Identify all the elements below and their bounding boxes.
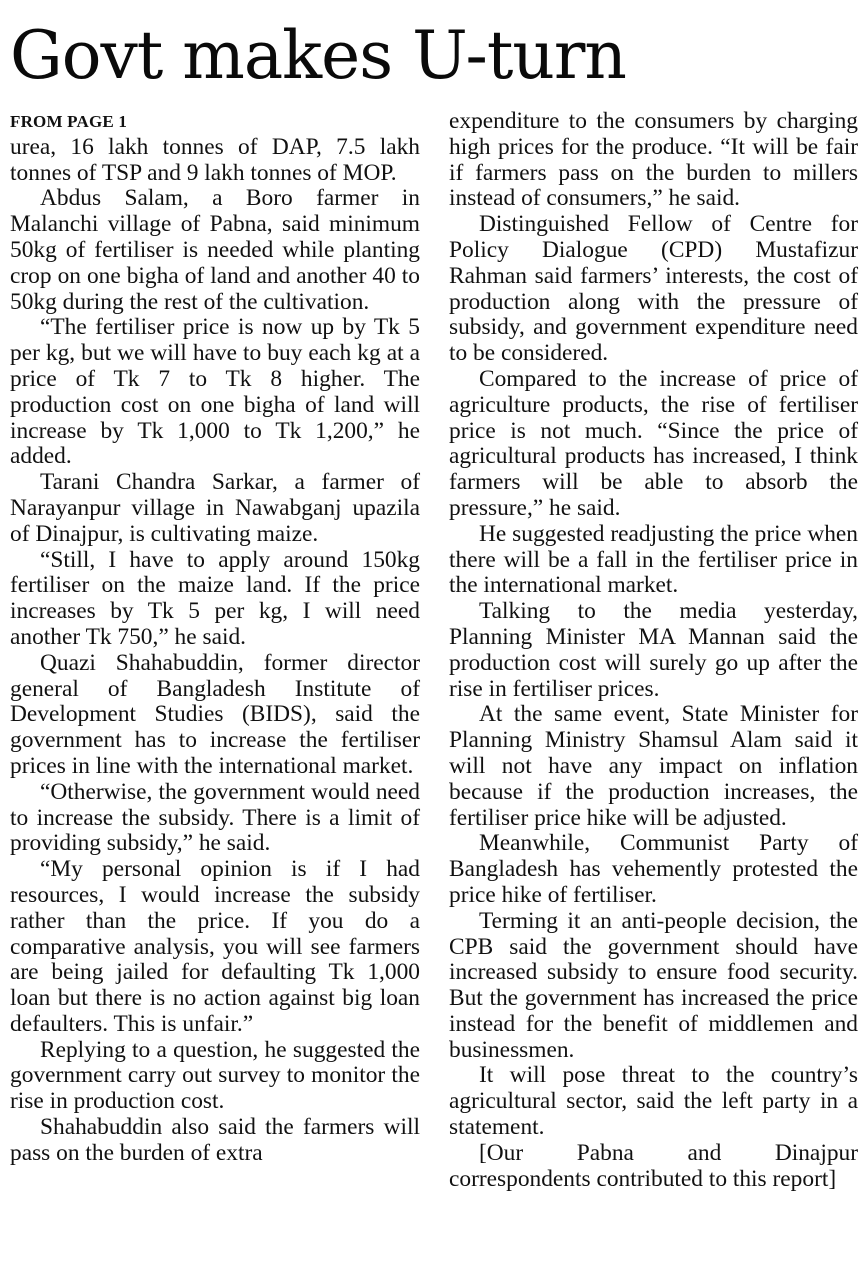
headline: Govt makes U-turn [10, 17, 626, 94]
paragraph: Abdus Salam, a Boro farmer in Malanchi village of Pabna, said minimum 50kg of fertiliser is needed while planting crop on one bigha of land and another 40 to 50kg during the rest of the cultivation. [10, 185, 420, 315]
paragraph: Terming it an anti-people decision, the CPB said the government should have increased subsidy to ensure food security. But the government has increased the price instead for the benefit of middlemen and businessmen. [449, 907, 858, 1063]
kicker-from-page: FROM PAGE 1 [10, 112, 128, 131]
paragraph: Compared to the increase of price of agriculture products, the rise of fertiliser price is not much. “Since the price of agricultural products has increased, I think farmers will be able to absorb the pressure,” he said. [449, 365, 858, 521]
paragraph: Replying to a question, he suggested the government carry out survey to monitor the rise in production cost. [10, 1036, 420, 1115]
paragraph: It will pose threat to the country’s agricultural sector, said the left party in a statement. [449, 1062, 858, 1141]
paragraph: expenditure to the consumers by charging high prices for the produce. “It will be fair if farmers pass on the burden to millers instead of consumers,” he said. [449, 108, 858, 212]
paragraph: “The fertiliser price is now up by Tk 5 per kg, but we will have to buy each kg at a price of Tk 7 to Tk 8 higher. The production cost on one bigha of land will increase by Tk 1,000 to Tk 1,200,” he added. [10, 314, 420, 470]
paragraph: “My personal opinion is if I had resources, I would increase the subsidy rather than the price. If you do a comparative analysis, you will see farmers are being jailed for defaulting Tk 1,000 loan but there is no action against big loan defaulters. This is unfair.” [10, 856, 420, 1037]
paragraph: Meanwhile, Communist Party of Bangladesh has vehemently protested the price hike of fertiliser. [449, 830, 858, 908]
paragraph: “Still, I have to apply around 150kg fertiliser on the maize land. If the price increases by Tk 5 per kg, I will need another Tk 750,” he said. [10, 546, 420, 650]
paragraph: Distinguished Fellow of Centre for Policy Dialogue (CPD) Mustafizur Rahman said farmers’ interests, the cost of production along with the pressure of subsidy, and government expenditure need to be considered. [449, 211, 858, 367]
paragraph: urea, 16 lakh tonnes of DAP, 7.5 lakh tonnes of TSP and 9 lakh tonnes of MOP. [10, 133, 420, 186]
paragraph: “Otherwise, the government would need to increase the subsidy. There is a limit of providing subsidy,” he said. [10, 778, 420, 857]
paragraph: Talking to the media yesterday, Planning Minister MA Mannan said the production cost will surely go up after the rise in fertiliser prices. [449, 598, 858, 702]
paragraph: At the same event, State Minister for Planning Ministry Shamsul Alam said it will not have any impact on inflation because if the production increases, the fertiliser price hike will be adjusted. [449, 701, 858, 831]
paragraph: Quazi Shahabuddin, former director general of Bangladesh Institute of Development Studies (BIDS), said the government has to increase the fertiliser prices in line with the international market. [10, 649, 420, 779]
paragraph: Tarani Chandra Sarkar, a farmer of Narayanpur village in Nawabganj upazila of Dinajpur, is cultivating maize. [10, 469, 420, 547]
paragraph: Shahabuddin also said the farmers will pass on the burden of extra [10, 1114, 420, 1166]
paragraph: He suggested readjusting the price when there will be a fall in the fertiliser price in the international market. [449, 520, 858, 599]
article-column-right [449, 109, 858, 1192]
article-column-left [10, 109, 420, 1167]
paragraph: [Our Pabna and Dinajpur correspondents contributed to this report] [449, 1139, 858, 1192]
